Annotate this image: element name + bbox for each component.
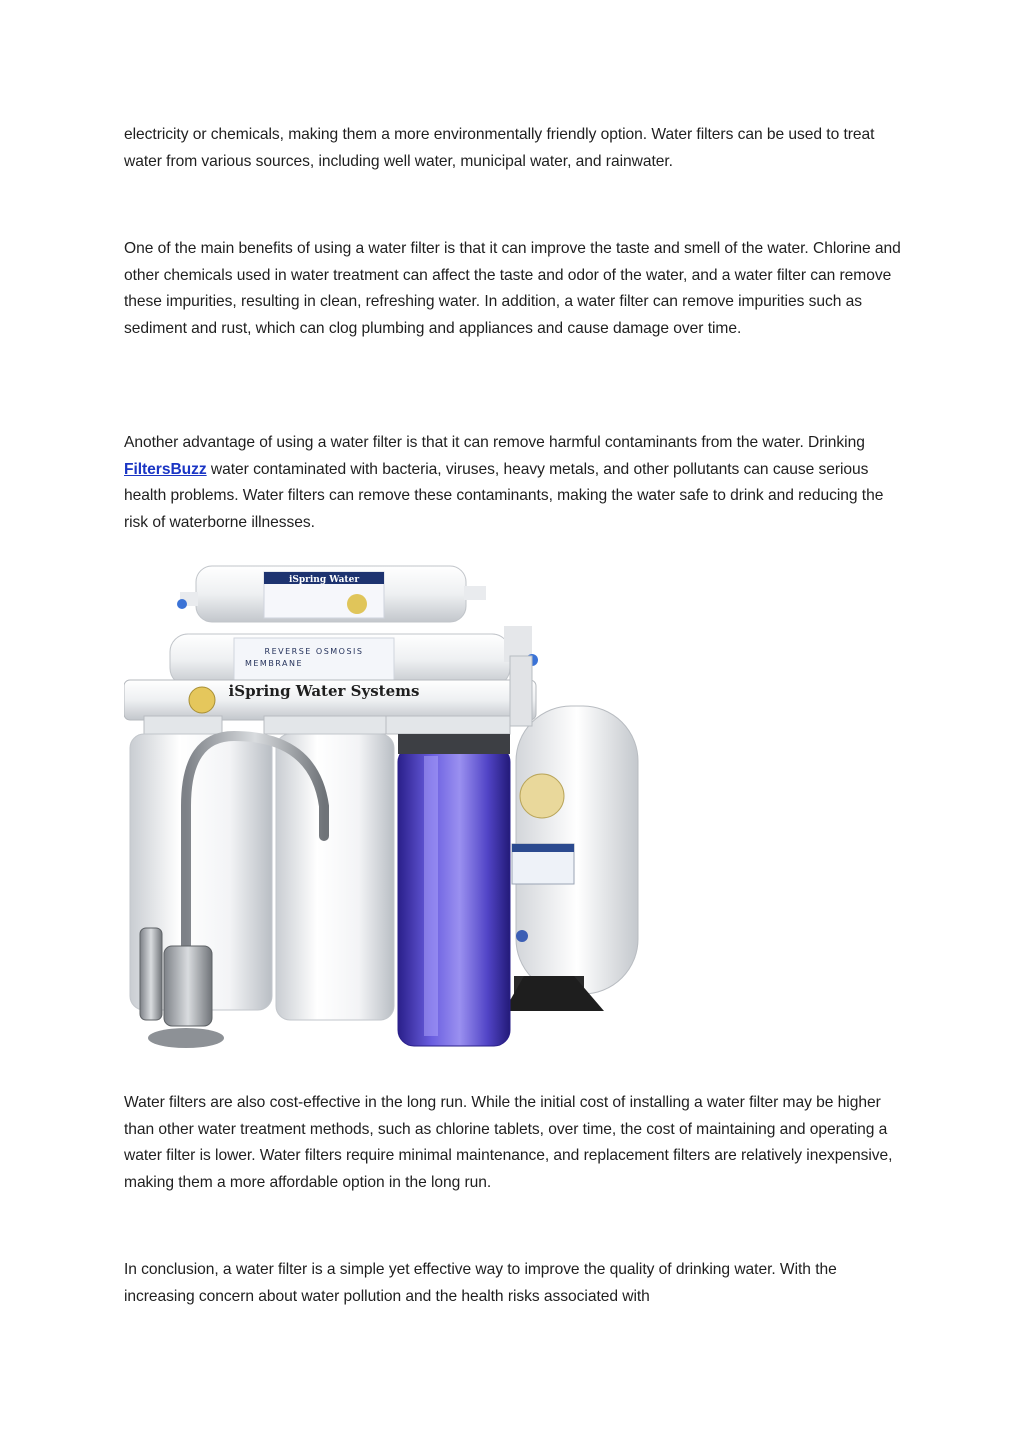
- paragraph-contaminants-end: water contaminated with bacteria, viruses, heavy metals, and other pollutants can cause serious health problems. Water filters can remove these contaminants, making the water safe to drink and reducing the risk of waterborne illnesses.: [124, 460, 884, 531]
- paragraph-contaminants: [124, 430, 904, 536]
- paragraph-environment: electricity or chemicals, making them a more environmentally friendly option. Water filters can be used to treat water from various sources, including well water, municipal water, and rainwater.: [124, 126, 875, 170]
- paragraph-contaminants-start: Another advantage of using a water filter is that it can remove harmful contaminants from the water. Drinking: [124, 434, 865, 451]
- pressure-tank: [504, 706, 638, 1011]
- filtersbuzz-link[interactable]: FiltersBuzz: [124, 460, 207, 478]
- paragraph-taste-smell: One of the main benefits of using a water filter is that it can improve the taste and smell of the water. Chlorine and other chemicals used in water treatment can affect the taste and odor of the water, and a water filter can remove these impurities, resulting in clean, refreshing water. In addition, a water filter can remove impurities such as sediment and rust, which can clog plumbing and appliances and cause damage over time.: [124, 240, 901, 337]
- brand-text: iSpring Water Systems: [228, 682, 420, 700]
- membrane-label-2: MEMBRANE: [244, 659, 304, 668]
- membrane-label-1: REVERSE OSMOSIS: [264, 647, 364, 656]
- water-filter-product-image: [124, 556, 641, 1072]
- ro-membrane: [170, 626, 538, 686]
- top-filter-label: iSpring Water: [288, 575, 360, 585]
- paragraph-conclusion: In conclusion, a water filter is a simple yet effective way to improve the quality of drinking water. With the increasing concern about water pollution and the health risks associated with: [124, 1261, 837, 1305]
- top-inline-filter: [177, 566, 486, 622]
- paragraph-cost-effective: Water filters are also cost-effective in the long run. While the initial cost of installing a water filter may be higher than other water treatment methods, such as chlorine tablets, over time, the cost of maintaining and operating a water filter is lower. Water filters require minimal maintenance, and replacement filters are relatively inexpensive, making them a more affordable option in the long run.: [124, 1094, 893, 1191]
